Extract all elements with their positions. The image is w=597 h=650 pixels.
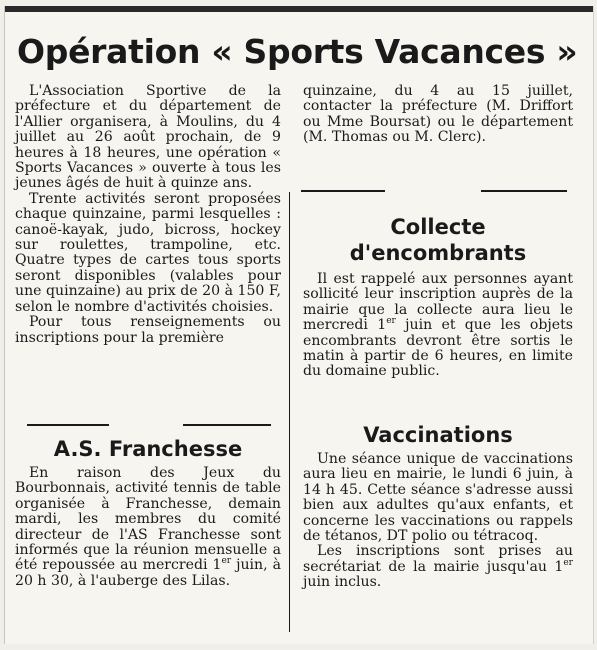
- main-headline: Opération « Sports Vacances »: [17, 32, 578, 71]
- collecte-title-line-1: Collecte: [390, 215, 486, 239]
- separator-rule-left-b: [183, 424, 271, 426]
- collecte-title: [303, 214, 573, 266]
- superscript: er: [563, 557, 573, 568]
- sports-paragraph-2: Trente activités seront proposées chaque quinzaine, parmi lesquelles : canoë-kayak, judo, bicross, hockey sur roulettes, trampoline, etc. Quatre types de cartes tous sports seront disponibles (valables pour une quinzaine) au prix de 20 à 150 F, selon le nombre d'activités choisies.: [15, 190, 281, 315]
- franchesse-title: A.S. Franchesse: [53, 437, 243, 461]
- separator-rule-right-a: [301, 190, 385, 192]
- top-border: [5, 6, 593, 12]
- sports-vacances-continuation: [303, 84, 573, 146]
- franchesse-paragraph: [15, 466, 281, 589]
- collecte-text-a: Il est rappelé aux personnes ayant sollicité leur inscription auprès de la mairie que la collecte aura lieu le mercredi 1: [303, 271, 573, 334]
- vaccinations-paragraph-2: [303, 544, 573, 590]
- collecte-paragraph: [303, 272, 573, 380]
- separator-rule-right-b: [481, 190, 567, 192]
- sports-vacances-article: [15, 84, 281, 414]
- vaccinations-article: [303, 452, 573, 591]
- superscript: er: [386, 316, 396, 327]
- vaccinations-text-a: Les inscriptions sont prises au secrétariat de la mairie jusqu'au 1: [303, 543, 573, 575]
- column-divider: [289, 192, 290, 632]
- vaccinations-title: Vaccinations: [363, 423, 513, 447]
- collecte-text-b: juin et que les objets encombrants devront être sortis le matin à partir de 6 heures, en limite du domaine public.: [303, 317, 574, 380]
- franchesse-article: [15, 466, 281, 589]
- sports-paragraph-1: L'Association Sportive de la préfecture et du département de l'Allier organisera, à Moulins, du 4 juillet au 26 août prochain, de 9 heures à 18 heures, une opération « Sports Vacances » ouverte à tous les jeunes âgés de huit à quinze ans.: [15, 83, 281, 192]
- vaccinations-paragraph-1: Une séance unique de vaccinations aura lieu en mairie, le lundi 6 juin, à 14 h 45. Cette séance s'adresse aussi bien aux adultes qu'aux enfants, et concerne les vaccinations ou rappels de tétanos, DT polio ou tétracoq.: [303, 451, 573, 545]
- sports-paragraph-3-continued: quinzaine, du 4 au 15 juillet, contacter la préfecture (M. Driffort ou Mme Boursat) ou le département (M. Thomas ou M. Clerc).: [303, 83, 573, 146]
- franchesse-text-a: En raison des Jeux du Bourbonnais, activité tennis de table organisée à Franchesse, demain mardi, les membres du comité directeur de l'AS Franchesse sont informés que la réunion mensuelle a été repoussée au mercredi 1: [15, 465, 281, 574]
- sports-paragraph-3: Pour tous renseignements ou inscriptions pour la première: [15, 314, 281, 346]
- separator-rule-left-a: [27, 424, 109, 426]
- collecte-article: [303, 272, 573, 380]
- franchesse-text-b: juin, à 20 h 30, à l'auberge des Lilas.: [15, 557, 282, 589]
- vaccinations-text-b: juin inclus.: [303, 574, 382, 591]
- superscript: er: [221, 556, 232, 567]
- collecte-title-line-2: d'encombrants: [349, 241, 527, 265]
- newspaper-clipping: [4, 6, 594, 644]
